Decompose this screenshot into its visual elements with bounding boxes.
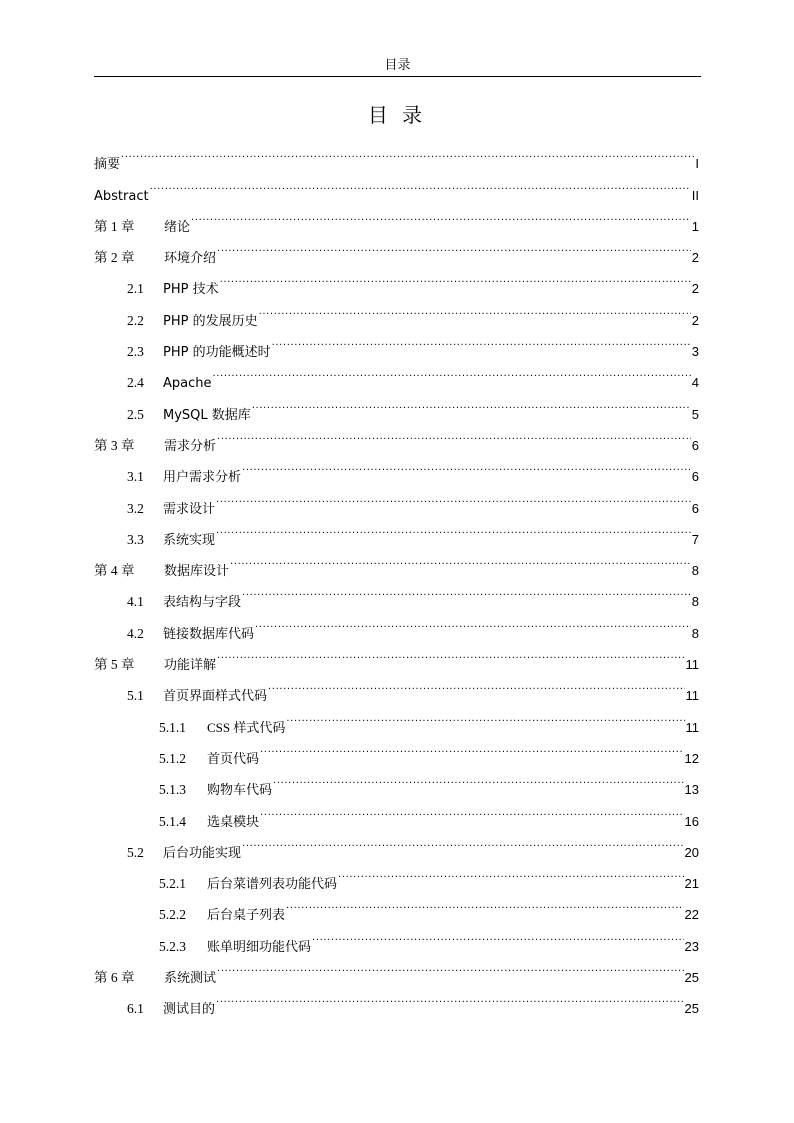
dot-leader [242,826,684,857]
dot-leader [338,857,684,888]
toc-entry-title: 用户需求分析 [163,470,242,486]
toc-entry-title: 后台桌子列表 [207,907,286,923]
toc-entry-number: 5.1.4 [159,813,186,829]
toc-entry-title: PHP 技术 [163,282,219,298]
dot-leader [252,387,691,418]
dot-leader [217,951,684,982]
toc-entry-title: 摘要 [94,157,121,173]
toc-entry-title: Apache [163,376,212,392]
toc-entry-title: PHP 的功能概述时 [163,345,271,361]
toc-entry-page: 8 [691,594,699,610]
toc-entry-page: 25 [684,970,699,986]
toc-entry-page: I [695,156,699,172]
toc-entry-title: 表结构与字段 [163,595,242,611]
toc-entry-title: 数据库设计 [164,564,230,580]
toc-entry-number: 3.1 [127,469,144,485]
toc-entry-title: 测试目的 [163,1002,216,1018]
toc-entry-title: 选桌模块 [207,813,260,829]
toc-entry-number: 第 6 章 [94,970,135,986]
dot-leader [217,231,691,262]
dot-leader [217,638,684,669]
toc-entry-title: 功能详解 [164,658,217,674]
toc-entry-number: 5.2.2 [159,907,186,923]
dot-leader [191,200,691,231]
toc-entry-number: 第 3 章 [94,437,135,453]
dot-leader [255,606,691,637]
toc-entry-number: 5.1 [127,688,144,704]
toc-entry-page: 8 [691,563,699,579]
dot-leader [220,262,691,293]
toc-entry-number: 2.1 [127,281,144,297]
toc-entry-page: 7 [691,531,699,547]
dot-leader [268,669,684,700]
toc-entry-title: 绪论 [164,219,191,235]
dot-leader [259,293,691,324]
toc-entry-page: 6 [691,500,699,516]
toc-entry-page: 21 [684,876,699,892]
header-text: 目录 [384,58,411,73]
toc-entry-page: 3 [691,344,699,360]
toc-entry-number: 5.2.1 [159,876,186,892]
toc-entry-page: 13 [684,782,699,798]
toc-entry-title: 首页代码 [207,750,260,766]
toc-entry-page: 11 [685,719,699,735]
table-of-contents [94,137,699,1018]
toc-entry-title: 需求分析 [164,438,217,454]
toc-entry-title: 需求设计 [163,501,216,517]
toc-entry-title: MySQL 数据库 [163,407,251,423]
toc-entry-title: 链接数据库代码 [163,626,255,642]
toc-entry-number: 5.2 [127,844,144,860]
toc-entry-title: PHP 的发展历史 [163,313,258,329]
toc-entry[interactable] [94,168,699,204]
toc-entry-page: 6 [691,469,699,485]
dot-leader [273,763,684,794]
toc-entry-page: 25 [684,1001,699,1017]
toc-entry-page: 5 [691,406,699,422]
toc-entry-number: 4.2 [127,625,144,641]
dot-leader [213,356,691,387]
dot-leader [260,794,684,825]
dot-leader [230,544,691,575]
dot-leader [150,168,691,199]
toc-entry-number: 5.2.3 [159,938,186,954]
toc-entry-page: 16 [684,813,699,829]
toc-entry-page: 6 [691,437,699,453]
toc-entry-number: 3.3 [127,531,144,547]
toc-entry-page: 11 [685,657,699,673]
dot-leader [121,137,694,168]
toc-entry-page: 20 [684,844,699,860]
toc-entry-title: 首页界面样式代码 [163,689,268,705]
toc-entry-number: 第 2 章 [94,250,135,266]
toc-title: 目 录 [367,103,427,127]
dot-leader [216,481,691,512]
toc-entry-title: CSS 样式代码 [207,719,286,735]
toc-entry-title: 环境介绍 [164,251,217,267]
toc-entry-number: 2.4 [127,375,144,391]
dot-leader [216,982,684,1013]
page-header [94,56,701,77]
toc-entry[interactable] [94,200,699,235]
toc-entry-number: 第 4 章 [94,563,135,579]
toc-entry-title: 后台菜谱列表功能代码 [207,876,338,892]
toc-entry-page: 11 [685,688,699,704]
toc-entry-number: 2.3 [127,344,144,360]
toc-entry-number: 2.5 [127,406,144,422]
toc-entry-page: 2 [691,312,699,328]
dot-leader [260,732,684,763]
toc-entry-number: 3.2 [127,500,144,516]
toc-entry-page: 8 [691,625,699,641]
toc-entry-page: 1 [691,218,699,234]
toc-entry-title: 系统实现 [163,532,216,548]
toc-entry-number: 6.1 [127,1001,144,1017]
toc-entry-number: 5.1.3 [159,782,186,798]
toc-entry-title: 后台功能实现 [163,845,242,861]
toc-entry-page: 4 [691,375,699,391]
toc-entry-page: 12 [684,750,699,766]
toc-entry-page: 22 [684,907,699,923]
toc-entry-number: 2.2 [127,312,144,328]
toc-entry-title: 账单明细功能代码 [207,938,312,954]
dot-leader [312,919,684,950]
toc-entry-title: Abstract [94,188,149,204]
toc-entry-page: II [691,187,699,203]
toc-entry-number: 5.1.1 [159,719,186,735]
toc-entry-page: 23 [684,938,699,954]
toc-entry-title: 购物车代码 [207,782,273,798]
toc-entry[interactable] [94,137,699,173]
dot-leader [242,450,691,481]
toc-entry-number: 第 1 章 [94,218,135,234]
toc-entry-number: 第 5 章 [94,657,135,673]
toc-entry-number: 5.1.2 [159,750,186,766]
dot-leader [272,325,691,356]
toc-entry-title: 系统测试 [164,971,217,987]
toc-entry-number: 4.1 [127,594,144,610]
dot-leader [242,575,691,606]
dot-leader [286,700,684,731]
dot-leader [216,513,691,544]
toc-entry-page: 2 [691,281,699,297]
dot-leader [217,419,691,450]
dot-leader [286,888,684,919]
toc-entry-page: 2 [691,250,699,266]
